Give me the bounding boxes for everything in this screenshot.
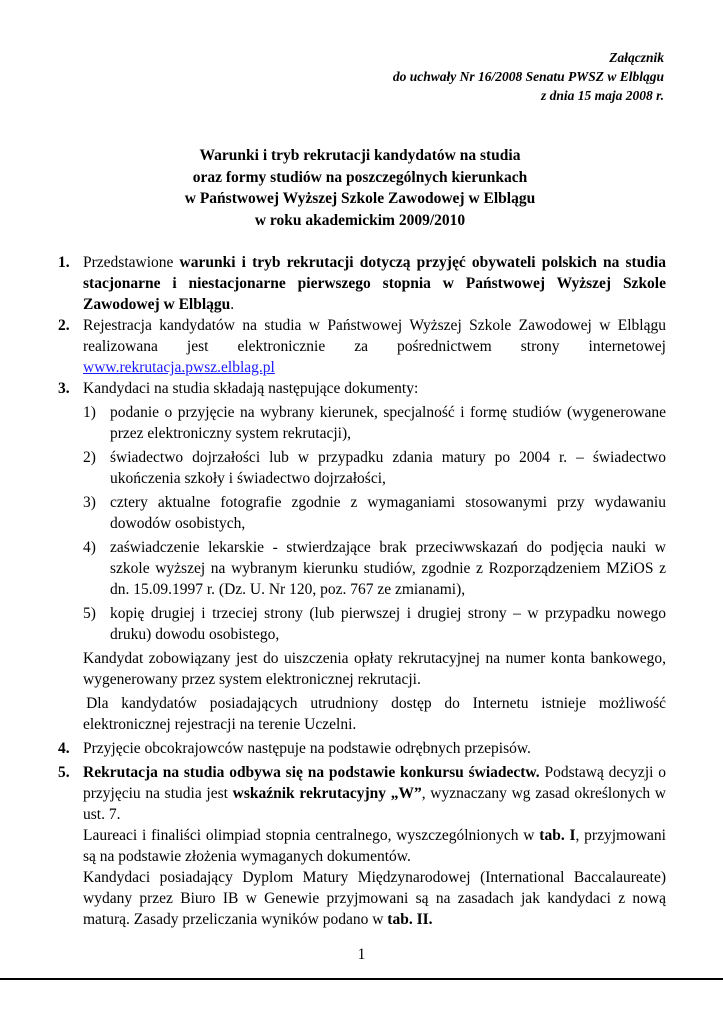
document-subitem-4: [58, 537, 666, 600]
attachment-line-3: z dnia 15 maja 2008 r.: [540, 88, 664, 103]
title-line-2: oraz formy studiów na poszczególnych kierunkach: [192, 168, 528, 186]
item-5-text-a: Podstawą decyzji o przyjęciu na studia jest: [83, 764, 666, 802]
subitem-number: 1): [83, 404, 96, 421]
recruitment-website-link[interactable]: www.rekrutacja.pwsz.elblag.pl: [83, 359, 275, 376]
subitem-text: podanie o przyjęcie na wybrany kierunek, specjalność i formę studiów (wygenerowane przez elektroniczny system rekrutacji),: [110, 404, 666, 442]
attachment-header: [244, 48, 664, 105]
page-bottom-rule: [0, 978, 723, 980]
rules-list: [58, 252, 666, 930]
item-number: 4.: [58, 740, 70, 757]
item-number: 1.: [58, 254, 70, 271]
item-number: 3.: [58, 380, 70, 397]
laureates-text-end: , przyjmowani są na podstawie złożenia wymaganych dokumentów.: [83, 827, 666, 865]
item-1-end: .: [230, 296, 235, 313]
item-2-text: Rejestracja kandydatów na studia w Państwowej Wyższej Szkole Zawodowej w Elblągu realizowana jest elektronicznie za pośrednictwem strony internetowej: [83, 317, 666, 355]
subitem-text: zaświadczenie lekarskie - stwierdzające brak przeciwwskazań do podjęcia nauki w szkole wyższej na wybranym kierunku studiów, zgodnie z Rozporządzeniem MZiOS z dn. 15.09.1997 r. (Dz. U. Nr 120, poz. 767 ze zmianami),: [110, 539, 666, 598]
item-1-intro: Przedstawione: [83, 254, 180, 271]
item-5-indicator: wskaźnik rekrutacyjny „W”: [232, 785, 422, 802]
title-line-3: w Państwowej Wyższej Szkole Zawodowej w Elblągu: [184, 190, 536, 207]
ib-paragraph: [58, 867, 666, 930]
item-number: 2.: [58, 317, 70, 334]
table-1-reference: tab. I: [539, 827, 576, 844]
document-subitem-3: [58, 492, 666, 534]
subitem-number: 4): [83, 539, 96, 556]
page-number: 1: [357, 946, 366, 963]
laureates-text: Laureaci i finaliści olimpiad stopnia centralnego, wyszczególnionych w: [83, 827, 540, 844]
item-1-bold: warunki i tryb rekrutacji dotyczą przyjęć obywateli polskich na studia stacjonarne i niestacjonarne pierwszego stopnia w Państwowej Wyższej Szkole Zawodowej w Elblągu: [83, 254, 667, 313]
document-title: [60, 145, 660, 231]
fee-paragraph: Kandydat zobowiązany jest do uiszczenia opłaty rekrutacyjnej na numer konta bankowego, wygenerowany przez system elektronicznej rekrutacji.: [83, 650, 666, 688]
attachment-line-2: do uchwały Nr 16/2008 Senatu PWSZ w Elblągu: [392, 69, 664, 84]
ib-text: Kandydaci posiadający Dyplom Matury Międzynarodowej (International Baccalaureate) wydany przez Biuro IB w Genewie przyjmowani są na zasadach jak kandydaci z nową maturą. Zasady przeliczania wyników podano w: [83, 869, 666, 928]
title-line-1: Warunki i tryb rekrutacji kandydatów na studia: [199, 147, 521, 164]
subitem-text: cztery aktualne fotografie zgodnie z wymaganiami stosowanymi przy wydawaniu dowodów osobistych,: [110, 494, 666, 532]
document-subitem-1: [58, 402, 666, 444]
table-2-reference: tab. II.: [387, 911, 433, 928]
item-5-text-b: , wyznaczany wg zasad określonych w ust. 7.: [83, 785, 666, 823]
list-item-3: [58, 378, 666, 399]
subitem-text: świadectwo dojrzałości lub w przypadku zdania matury po 2004 r. – świadectwo ukończenia szkoły i świadectwo dojrzałości,: [110, 449, 666, 487]
list-item-2: [58, 315, 666, 378]
list-item-5: [58, 762, 666, 825]
attachment-line-1: Załącznik: [609, 50, 664, 65]
document-subitem-5: [58, 603, 666, 645]
subitem-number: 2): [83, 449, 96, 466]
subitem-number: 5): [83, 605, 96, 622]
list-item-4: [58, 738, 666, 759]
laureates-paragraph: [58, 825, 666, 867]
item-number: 5.: [58, 764, 70, 781]
list-item-1: [58, 252, 666, 315]
item-4-text: Przyjęcie obcokrajowców następuje na podstawie odrębnych przepisów.: [83, 740, 531, 757]
document-subitem-2: [58, 447, 666, 489]
subitem-text: kopię drugiej i trzeciej strony (lub pierwszej i drugiej strony – w przypadku nowego druku) dowodu osobistego,: [110, 605, 666, 643]
internet-access-paragraph: Dla kandydatów posiadających utrudniony dostęp do Internetu istnieje możliwość elektronicznej rejestracji na terenie Uczelni.: [83, 695, 666, 733]
subitem-number: 3): [83, 494, 96, 511]
title-line-4: w roku akademickim 2009/2010: [254, 211, 466, 229]
item-5-bold-intro: Rekrutacja na studia odbywa się na podstawie konkursu świadectw.: [83, 764, 540, 781]
item-3-text: Kandydaci na studia składają następujące dokumenty:: [83, 380, 419, 397]
